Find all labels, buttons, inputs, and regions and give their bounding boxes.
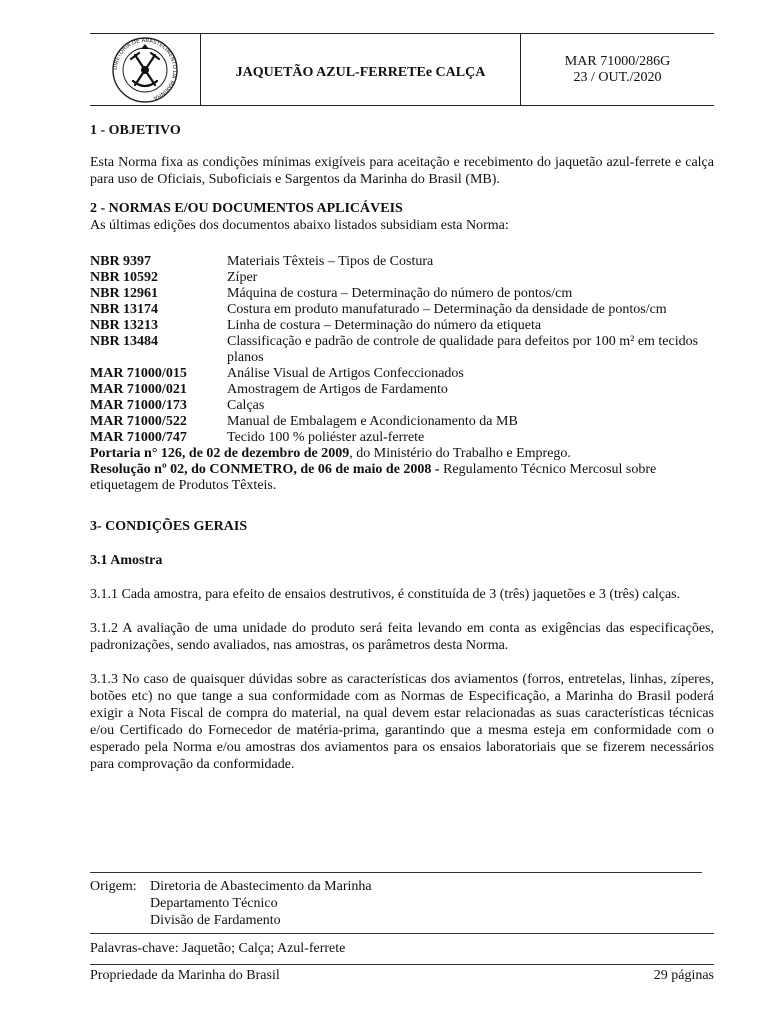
owner-text: Propriedade da Marinha do Brasil — [90, 968, 280, 983]
reference-code: MAR 71000/021 — [90, 382, 187, 397]
reference-code: NBR 9397 — [90, 254, 152, 269]
reference-list — [90, 254, 714, 446]
emblem-ring-text: DIRETORIA DE ABASTECIMENTO DA MARINHA — [112, 37, 178, 101]
section-2-intro: As últimas edições dos documentos abaixo listados subsidiam esta Norma: — [90, 218, 509, 233]
section-applicable-docs — [90, 200, 714, 494]
paragraph-3-1-1: 3.1.1 Cada amostra, para efeito de ensaios destrutivos, é constituída de 3 (três) jaquetões e 3 (três) calças. — [90, 587, 681, 602]
reference-description: Linha de costura – Determinação do número da etiqueta — [227, 318, 542, 333]
reference-row — [90, 382, 714, 398]
document-code: MAR 71000/286G — [564, 53, 671, 69]
reference-row — [90, 270, 714, 286]
section-1-heading: 1 - OBJETIVO — [90, 123, 181, 138]
reference-description: Materiais Têxteis – Tipos de Costura — [227, 254, 434, 269]
document-code-block — [521, 34, 714, 105]
footer-bottom-line — [90, 967, 714, 984]
document-header — [90, 33, 714, 106]
reference-code: NBR 10592 — [90, 270, 159, 285]
reference-code: MAR 71000/173 — [90, 398, 187, 413]
reference-row — [90, 302, 714, 318]
reference-description: Manual de Embalagem e Acondicionamento da MB — [227, 414, 518, 429]
reference-row — [90, 366, 714, 382]
document-page — [90, 33, 714, 773]
document-title: JAQUETÃO AZUL-FERRETEe CALÇA — [201, 34, 521, 105]
reference-description: Análise Visual de Artigos Confeccionados — [227, 366, 464, 381]
origin-line: Divisão de Fardamento — [150, 913, 281, 928]
paragraph-3-1-2: 3.1.2 A avaliação de uma unidade do produto será feita levando em conta as exigências das especificações, padronizações, sendo avaliados, nas amostras, os parâmetros desta Norma. — [90, 621, 714, 653]
navy-anchor-emblem-icon — [105, 37, 185, 103]
reference-code: MAR 71000/522 — [90, 414, 187, 429]
section-3-heading: 3- CONDIÇÕES GERAIS — [90, 519, 248, 534]
resolucao-line — [90, 462, 714, 494]
reference-row — [90, 430, 714, 446]
reference-description: Tecido 100 % poliéster azul-ferrete — [227, 430, 425, 445]
section-general-conditions — [90, 518, 714, 773]
section-1-text: Esta Norma fixa as condições mínimas exigíveis para aceitação e recebimento do jaquetão azul-ferrete e calça para uso de Oficiais, Suboficiais e Sargentos da Marinha do Brasil (MB). — [90, 155, 714, 187]
reference-description: Classificação e padrão de controle de qualidade para defeitos por 100 m² em tecidos planos — [227, 334, 699, 365]
reference-description: Costura em produto manufaturado – Determinação da densidade de pontos/cm — [227, 302, 667, 317]
reference-code: NBR 13484 — [90, 334, 159, 349]
reference-code: NBR 13174 — [90, 302, 159, 317]
reference-code: MAR 71000/015 — [90, 366, 187, 381]
reference-row — [90, 286, 714, 302]
reference-code: MAR 71000/747 — [90, 430, 187, 445]
portaria-line — [90, 446, 714, 462]
footer-divider-2 — [90, 933, 714, 934]
resolucao-bold: Resolução nº 02, do CONMETRO, de 06 de maio de 2008 - — [90, 462, 440, 477]
portaria-bold: Portaria n° 126, de 02 de dezembro de 2009 — [90, 446, 350, 461]
resolucao-rest: Regulamento Técnico Mercosul sobre etiquetagem de Produtos Têxteis. — [90, 462, 657, 493]
footer-divider-3 — [90, 964, 714, 965]
reference-row — [90, 318, 714, 334]
section-2-heading: 2 - NORMAS E/OU DOCUMENTOS APLICÁVEIS — [90, 201, 403, 216]
paragraph-3-1-3: 3.1.3 No caso de quaisquer dúvidas sobre as características dos aviamentos (forros, entretelas, linhas, zíperes, botões etc) no que tange a sua conformidade com as Normas de Especificação, a Marinha do Brasil poderá exigir a Nota Fiscal de compra do material, na qual devem estar relacionadas as suas características técnicas e/ou Certificado do Fornecedor de matéria-prima, garantindo que a mesma esteja em conformidade com o esperado pela Norma e/ou amostras dos aviamentos para os ensaios laboratoriais que se fizerem necessários para comprovação da conformidade. — [90, 672, 714, 772]
emblem-cell — [90, 34, 201, 105]
page-count: 29 páginas — [653, 968, 714, 983]
reference-row — [90, 414, 714, 430]
reference-description: Máquina de costura – Determinação do número de pontos/cm — [227, 286, 573, 301]
portaria-rest: , do Ministério do Trabalho e Emprego. — [349, 446, 571, 461]
reference-row — [90, 334, 714, 366]
reference-description: Zíper — [227, 270, 258, 285]
footer-divider-1 — [90, 872, 702, 873]
origin-line: Departamento Técnico — [150, 896, 278, 911]
document-date: 23 / OUT./2020 — [573, 69, 662, 85]
reference-code: NBR 12961 — [90, 286, 159, 301]
origin-block — [90, 878, 714, 929]
document-footer — [90, 872, 714, 984]
keywords: Palavras-chave: Jaquetão; Calça; Azul-ferrete — [90, 941, 346, 956]
reference-row — [90, 254, 714, 270]
origin-label: Origem: — [90, 879, 137, 894]
origin-lines — [150, 878, 372, 929]
origin-line: Diretoria de Abastecimento da Marinha — [150, 879, 372, 894]
reference-description: Amostragem de Artigos de Fardamento — [227, 382, 448, 397]
section-objective — [90, 122, 714, 188]
reference-code: NBR 13213 — [90, 318, 159, 333]
reference-row — [90, 398, 714, 414]
subsection-3-1-heading: 3.1 Amostra — [90, 553, 163, 568]
reference-description: Calças — [227, 398, 265, 413]
